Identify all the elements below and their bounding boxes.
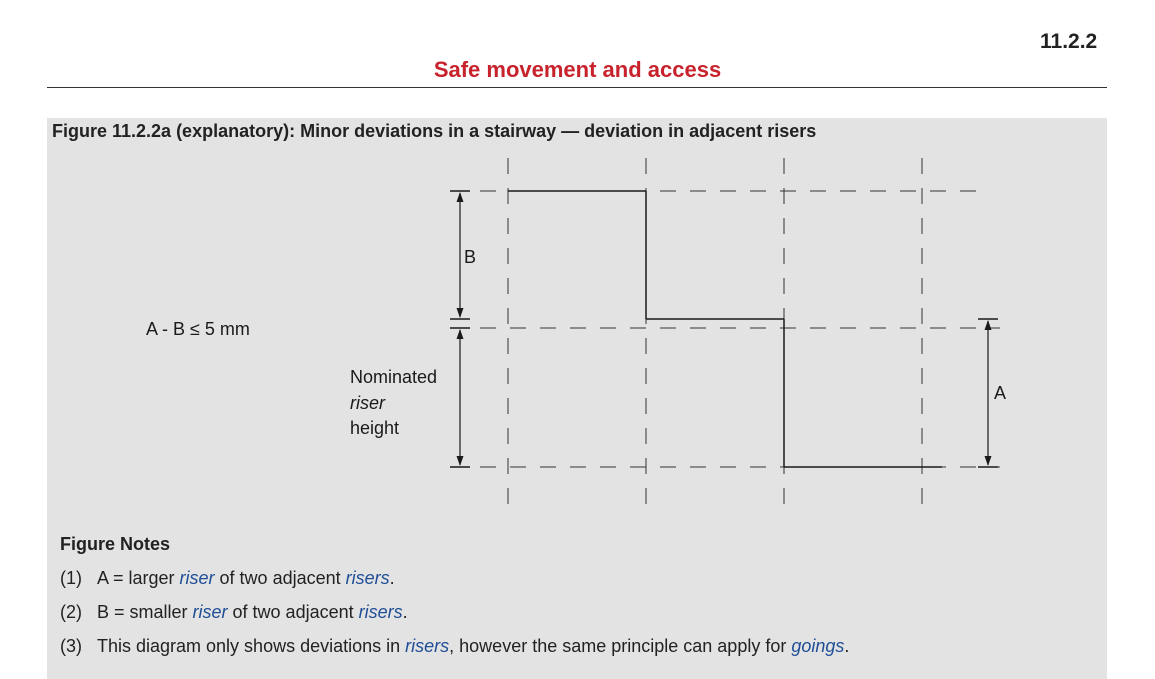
label-a: A xyxy=(994,383,1007,403)
label-formula: A - B ≤ 5 mm xyxy=(146,319,250,339)
note-number: (3) xyxy=(60,636,82,656)
defined-term-link[interactable]: riser xyxy=(192,602,228,622)
note-text: of two adjacent xyxy=(227,602,359,622)
defined-term-link[interactable]: goings xyxy=(791,636,845,656)
label-b: B xyxy=(464,247,477,267)
dimension-arrows xyxy=(460,193,988,465)
note-text: , however the same principle can apply for xyxy=(449,636,792,656)
defined-term-link[interactable]: risers xyxy=(345,568,390,588)
note-text: This diagram only shows deviations in xyxy=(97,636,406,656)
note-text: B = smaller xyxy=(97,602,193,622)
label-nominated: Nominated xyxy=(350,367,438,387)
label-riser: riser xyxy=(350,393,385,413)
note-text: A = larger xyxy=(97,568,180,588)
page-title: Safe movement and access xyxy=(433,57,722,82)
section-number: 11.2.2 xyxy=(1040,30,1098,53)
note-text: . xyxy=(402,602,408,622)
figure-note-1 xyxy=(60,568,395,589)
note-text: . xyxy=(389,568,395,588)
defined-term-link[interactable]: risers xyxy=(405,636,450,656)
figure-notes-title: Figure Notes xyxy=(60,534,171,554)
note-number: (1) xyxy=(60,568,82,588)
construction-grid xyxy=(450,158,1000,518)
note-text: . xyxy=(844,636,850,656)
label-height: height xyxy=(350,418,400,438)
figure-note-2 xyxy=(60,602,408,623)
note-number: (2) xyxy=(60,602,82,622)
figure-note-3 xyxy=(60,636,849,657)
figure-caption: Figure 11.2.2a (explanatory): Minor deviations in a stairway — deviation in adjacent risers xyxy=(52,121,817,141)
dimension-ticks xyxy=(450,191,998,467)
defined-term-link[interactable]: riser xyxy=(179,568,215,588)
stair-profile xyxy=(508,191,942,467)
note-text: of two adjacent xyxy=(214,568,346,588)
defined-term-link[interactable]: risers xyxy=(358,602,403,622)
